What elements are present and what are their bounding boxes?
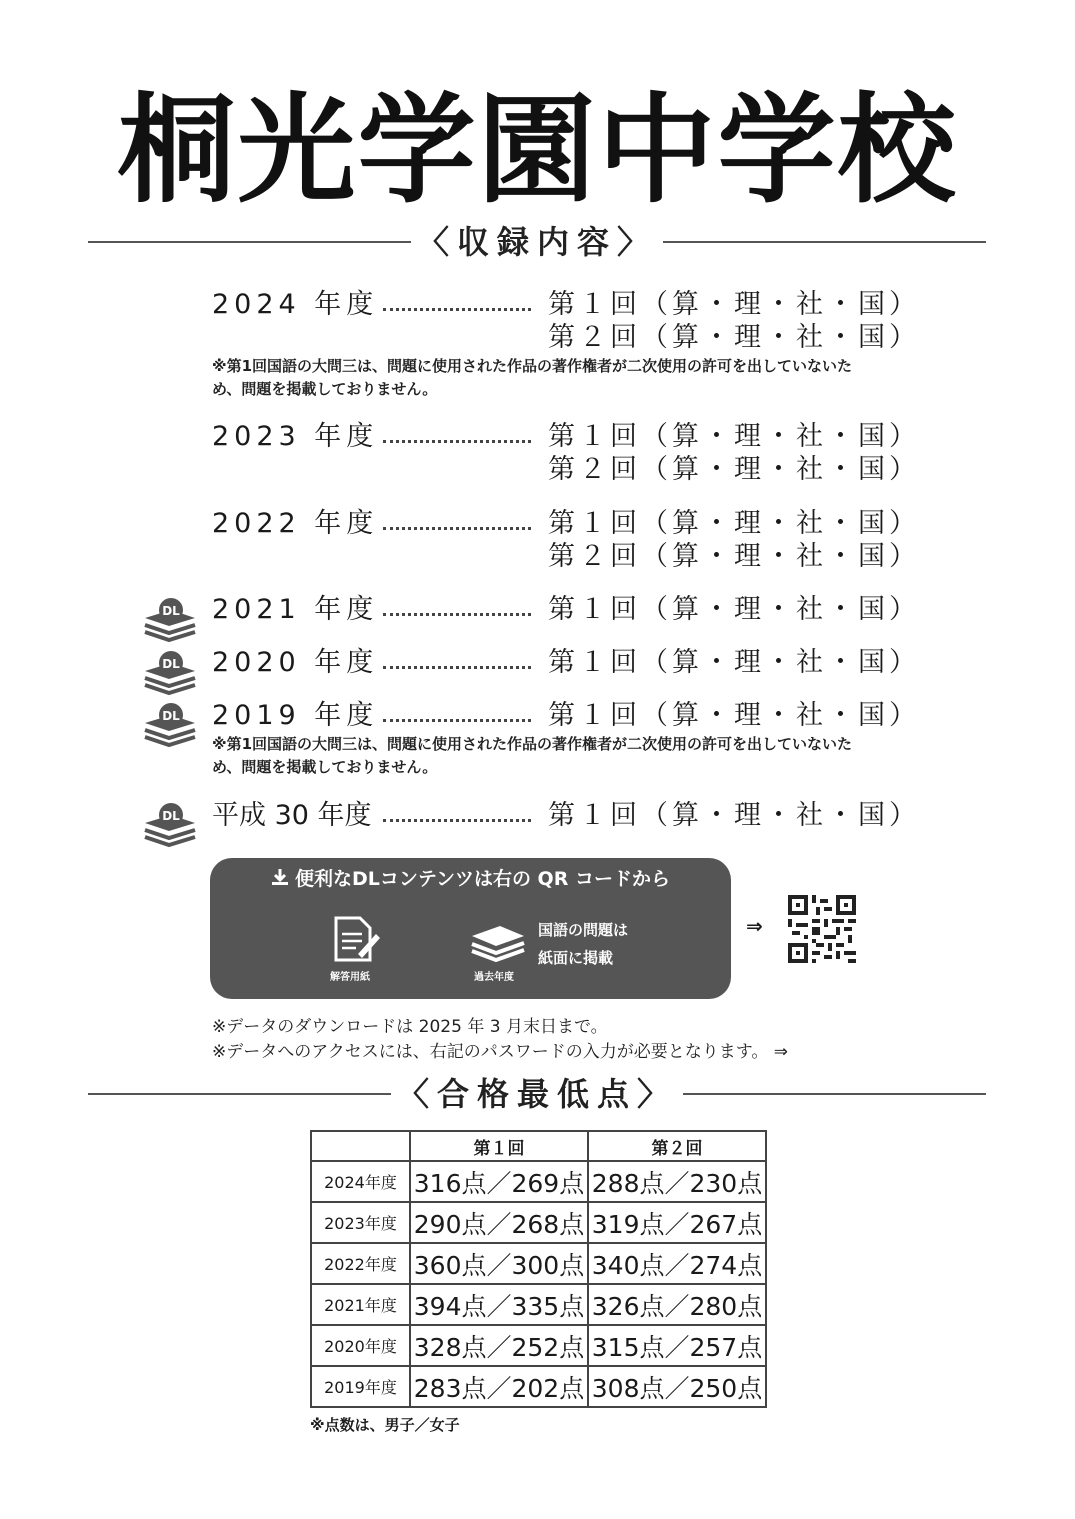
qr-code[interactable] <box>788 895 856 963</box>
contents-row-2024-s2 <box>0 321 1075 355</box>
dl-box-text: 国語の問題は 紙面に掲載 <box>538 921 629 967</box>
svg-text:DL: DL <box>162 604 180 618</box>
dot-leader <box>383 666 531 669</box>
answer-sheet-caption: 解答用紙 <box>330 972 370 983</box>
row-session-1: 第１回（算・理・社・国） <box>548 421 920 452</box>
scores-heading-label: 〈合格最低点〉 <box>391 1074 683 1114</box>
table-score-cell: 283点／202点 <box>410 1366 588 1407</box>
table-score-cell: 316点／269点 <box>410 1161 588 1202</box>
row-session-1: 第１回（算・理・社・国） <box>548 508 920 539</box>
table-year-cell: 2024年度 <box>311 1161 410 1202</box>
download-icon <box>271 867 289 893</box>
table-score-cell: 315点／257点 <box>588 1325 766 1366</box>
copyright-note: ※第1回国語の大問三は、問題に使用された作品の著作権者が二次使用の許可を出していないため、問題を掲載しておりません。 <box>212 357 853 398</box>
arrow-to-qr: ⇒ <box>746 914 763 938</box>
table-score-cell: 319点／267点 <box>588 1202 766 1243</box>
row-year: 2023 年度 <box>212 421 379 452</box>
contents-heading-label: 〈収録内容〉 <box>411 222 663 262</box>
row-session-2: 第２回（算・理・社・国） <box>548 322 920 353</box>
dot-leader <box>383 613 531 616</box>
contents-row-2019 <box>0 699 1075 733</box>
contents-heading <box>88 222 986 262</box>
row-session-1: 第１回（算・理・社・国） <box>548 700 920 731</box>
row-session-1: 第１回（算・理・社・国） <box>548 594 920 625</box>
svg-text:DL: DL <box>162 809 180 823</box>
table-header-blank <box>311 1131 410 1161</box>
row-session-1: 第１回（算・理・社・国） <box>548 647 920 678</box>
dl-content-box <box>210 858 731 999</box>
download-deadline-note: ※データのダウンロードは 2025 年 3 月末日まで。 <box>212 1017 608 1037</box>
dot-leader <box>383 719 531 722</box>
table-score-cell: 288点／230点 <box>588 1161 766 1202</box>
answer-sheet-icon <box>330 914 380 968</box>
contents-row-h30 <box>0 799 1075 833</box>
past-years-caption: 過去年度 <box>474 972 514 983</box>
row-session-2: 第２回（算・理・社・国） <box>548 541 920 572</box>
row-year: 2021 年度 <box>212 594 379 625</box>
row-session-1: 第１回（算・理・社・国） <box>548 800 920 831</box>
contents-row-2020 <box>0 646 1075 680</box>
table-header-cell: 第２回 <box>588 1131 766 1161</box>
svg-text:DL: DL <box>162 657 180 671</box>
table-score-cell: 328点／252点 <box>410 1325 588 1366</box>
scores-table <box>310 1130 767 1408</box>
dot-leader <box>383 308 531 311</box>
row-year: 平成 30 年度 <box>212 800 372 831</box>
contents-row-2023-s2 <box>0 453 1075 487</box>
dot-leader <box>383 819 531 822</box>
row-year: 2020 年度 <box>212 647 379 678</box>
table-row <box>311 1161 766 1202</box>
scores-footnote: ※点数は、男子／女子 <box>310 1416 460 1434</box>
copyright-note: ※第1回国語の大問三は、問題に使用された作品の著作権者が二次使用の許可を出していないため、問題を掲載しておりません。 <box>212 735 853 776</box>
contents-row-2023 <box>0 420 1075 454</box>
table-score-cell: 394点／335点 <box>410 1284 588 1325</box>
past-years-book-icon <box>468 916 528 968</box>
table-year-cell: 2021年度 <box>311 1284 410 1325</box>
table-score-cell: 360点／300点 <box>410 1243 588 1284</box>
table-score-cell: 326点／280点 <box>588 1284 766 1325</box>
table-row <box>311 1325 766 1366</box>
row-year: 2019 年度 <box>212 700 379 731</box>
table-row <box>311 1202 766 1243</box>
dot-leader <box>383 440 531 443</box>
row-session-1: 第１回（算・理・社・国） <box>548 289 920 320</box>
dl-box-heading: 便利なDLコンテンツは右の QR コードから <box>210 866 731 893</box>
table-year-cell: 2019年度 <box>311 1366 410 1407</box>
dot-leader <box>383 527 531 530</box>
table-row <box>311 1284 766 1325</box>
table-score-cell: 308点／250点 <box>588 1366 766 1407</box>
svg-text:DL: DL <box>162 709 180 723</box>
contents-row-2022-s2 <box>0 540 1075 574</box>
page-title: 桐光学園中学校 <box>117 81 958 219</box>
table-year-cell: 2022年度 <box>311 1243 410 1284</box>
table-score-cell: 290点／268点 <box>410 1202 588 1243</box>
table-score-cell: 340点／274点 <box>588 1243 766 1284</box>
table-row <box>311 1243 766 1284</box>
table-header-row <box>311 1131 766 1161</box>
row-session-2: 第２回（算・理・社・国） <box>548 454 920 485</box>
row-year: 2022 年度 <box>212 508 379 539</box>
scores-heading <box>88 1074 986 1114</box>
table-row <box>311 1366 766 1407</box>
table-year-cell: 2020年度 <box>311 1325 410 1366</box>
contents-row-2024 <box>0 288 1075 322</box>
password-note: ※データへのアクセスには、右記のパスワードの入力が必要となります。 ⇒ <box>212 1042 789 1062</box>
table-header-cell: 第１回 <box>410 1131 588 1161</box>
row-year: 2024 年度 <box>212 289 379 320</box>
table-year-cell: 2023年度 <box>311 1202 410 1243</box>
contents-row-2021 <box>0 593 1075 627</box>
contents-row-2022 <box>0 507 1075 541</box>
